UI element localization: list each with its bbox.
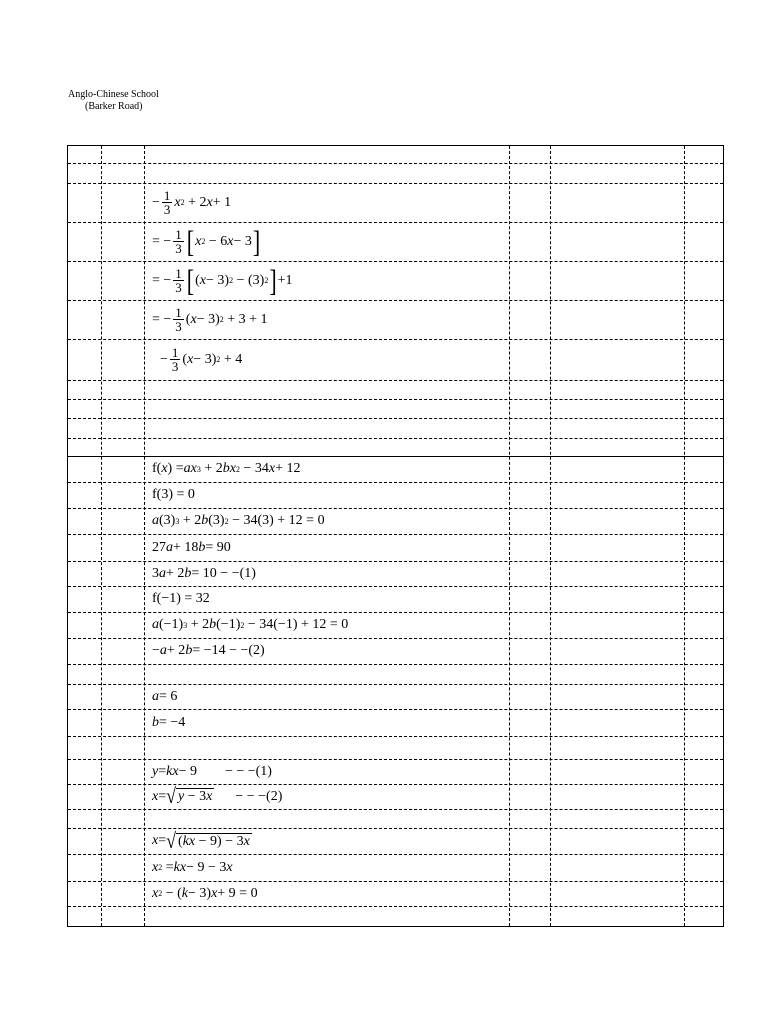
math-line: x 2 = kx − 9 − 3 x: [152, 859, 233, 875]
math-line: 3 a + 2 b = 10 − −(1): [152, 565, 256, 581]
table-row: [68, 339, 723, 380]
table-row: [68, 534, 723, 561]
math-line: f( x ) = ax 3 + 2 bx 2 − 34 x + 12: [152, 461, 301, 476]
table-row: [68, 261, 723, 300]
school-line-2: (Barker Road): [85, 101, 143, 112]
solution-table: [67, 145, 724, 927]
math-line: y = kx − 9 − − −(1): [152, 763, 272, 779]
math-line: a (−1) 3 + 2 b (−1) 2 − 34(−1) + 12 = 0: [152, 617, 349, 632]
table-row: [68, 828, 723, 854]
row-rule: [68, 664, 723, 665]
table-row: [68, 561, 723, 586]
row-rule: [68, 163, 723, 164]
table-row: [68, 586, 723, 612]
table-row: [68, 183, 723, 222]
math-line: 27 a + 18 b = 90: [152, 539, 231, 555]
math-line: b = −4: [152, 714, 186, 730]
table-row: [68, 508, 723, 534]
math-line: a (3) 3 + 2 b (3) 2 − 34(3) + 12 = 0: [152, 513, 325, 528]
school-name: [68, 89, 159, 113]
table-row: [68, 456, 723, 482]
math-line: = − $\frac{1}{3}$ [ ( x − 3) 2 − (3) 2 ] +1: [152, 262, 293, 298]
table-row: [68, 482, 723, 508]
table-row: [68, 222, 723, 261]
row-rule: [68, 736, 723, 737]
row-rule: [68, 399, 723, 400]
row-rule: [68, 809, 723, 810]
math-line: x 2 − ( k − 3) x + 9 = 0: [152, 885, 258, 901]
table-row: [68, 638, 723, 664]
math-line: f(3) = 0: [152, 487, 195, 502]
table-row: [68, 854, 723, 881]
row-rule: [68, 380, 723, 381]
row-rule: [68, 418, 723, 419]
math-line: a = 6: [152, 688, 178, 704]
table-row: [68, 709, 723, 736]
table-row: [68, 881, 723, 906]
math-line: x = √ y − 3x − − −(2): [152, 783, 283, 808]
row-rule: [68, 438, 723, 439]
math-line: x = √ (kx − 9) − 3x: [152, 828, 250, 853]
table-row: [68, 300, 723, 339]
table-row: [68, 784, 723, 809]
school-line-1: Anglo-Chinese School: [68, 89, 159, 100]
table-row: [68, 759, 723, 784]
math-line: = − $\frac{1}{3}$ [ x 2 − 6 x − 3 ]: [152, 223, 261, 259]
math-line: = − $\frac{1}{3}$ ( x − 3) 2 + 3 + 1: [152, 305, 268, 334]
table-row: [68, 612, 723, 638]
table-row: [68, 684, 723, 709]
math-line: − $\frac{1}{3}$ x 2 + 2 x + 1: [152, 188, 232, 217]
math-line: − a + 2 b = −14 − −(2): [152, 643, 265, 658]
math-line: f(−1) = 32: [152, 591, 210, 606]
math-line: − $\frac{1}{3}$ ( x − 3) 2 + 4: [160, 345, 243, 374]
row-rule: [68, 906, 723, 907]
